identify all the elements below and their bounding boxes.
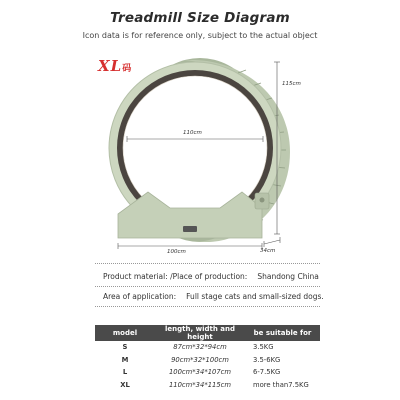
row-suitable: 3.5KG <box>253 343 274 352</box>
inner-diameter-label: 110cm <box>183 130 202 136</box>
brand-logo <box>183 226 197 232</box>
table-row <box>95 379 320 392</box>
row-dimensions: 87cm*32*94cm <box>173 343 227 352</box>
base-knob <box>260 198 265 203</box>
row-suitable: 6-7.5KG <box>253 368 281 377</box>
divider-bottom <box>95 306 320 307</box>
material-label: Product material: /Place of production: <box>103 272 248 281</box>
row-suitable: 3.5-6KG <box>253 355 281 364</box>
row-model: S <box>122 343 128 352</box>
application-row <box>103 292 324 301</box>
page-subtitle: Icon data is for reference only, subject to the actual object <box>82 31 318 40</box>
divider-middle <box>95 286 320 287</box>
row-dimensions: 110cm*34*115cm <box>168 380 232 389</box>
depth-label: 34cm <box>260 248 276 254</box>
depth-line <box>264 237 280 247</box>
height-label: 115cm <box>282 81 301 87</box>
material-value: Shandong China <box>257 272 319 281</box>
row-model: XL <box>120 380 130 389</box>
column-header-suitable: be suitable for <box>245 325 320 341</box>
column-header-dimensions: length, width and height <box>155 325 245 341</box>
table-row <box>95 341 320 354</box>
divider-top <box>95 263 320 264</box>
row-model: M <box>121 355 129 364</box>
row-model: L <box>122 368 128 377</box>
page-title: Treadmill Size Diagram <box>110 10 290 26</box>
size-mark-letters: XL <box>98 57 123 75</box>
row-suitable: more than7.5KG <box>253 380 309 389</box>
row-dimensions: 90cm*32*100cm <box>171 355 229 364</box>
size-mark-suffix: 码 <box>122 64 132 74</box>
application-label: Area of application: <box>103 292 177 301</box>
row-dimensions: 100cm*34*107cm <box>168 368 232 377</box>
width-label: 100cm <box>167 249 186 255</box>
table-row <box>95 354 320 367</box>
size-table <box>95 325 320 391</box>
material-row <box>103 272 319 281</box>
column-header-model: model <box>95 325 155 341</box>
table-row <box>95 366 320 379</box>
width-line <box>118 243 262 249</box>
application-value: Full stage cats and small-sized dogs. <box>186 292 324 301</box>
size-table-header <box>95 325 320 341</box>
